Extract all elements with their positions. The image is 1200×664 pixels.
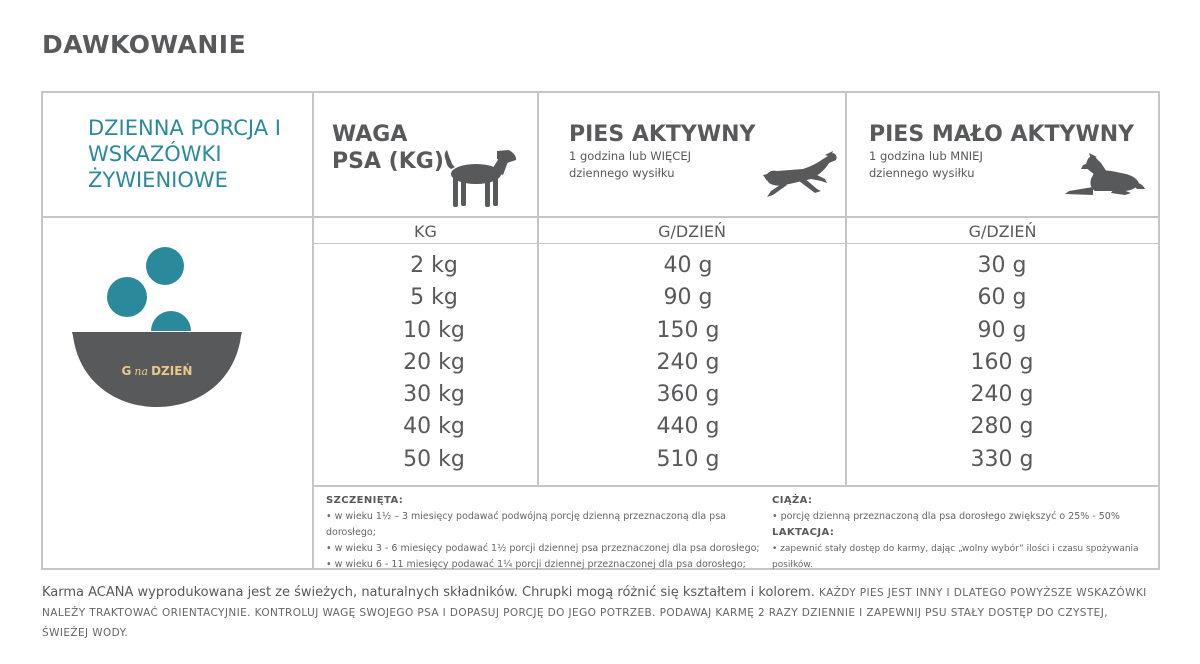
active-cell: 240 g bbox=[656, 349, 720, 375]
active-cell: 510 g bbox=[656, 446, 720, 472]
weight-cell: 40 kg bbox=[403, 414, 465, 440]
active-unit-header: G/DZIEŃ bbox=[658, 222, 726, 241]
divider bbox=[314, 485, 1158, 487]
lactation-heading: LAKTACJA: bbox=[772, 527, 835, 538]
weight-header-line1: WAGA bbox=[332, 122, 408, 147]
inactive-cell: 240 g bbox=[970, 382, 1034, 408]
food-bowl-illustration bbox=[71, 243, 243, 408]
inactive-cell: 30 g bbox=[977, 253, 1027, 278]
inactive-cell: 160 g bbox=[970, 349, 1034, 375]
active-cell: 40 g bbox=[663, 253, 713, 278]
pregnancy-heading: CIĄŻA: bbox=[772, 495, 813, 506]
inactive-cell: 330 g bbox=[970, 446, 1034, 472]
active-cell: 440 g bbox=[656, 414, 720, 440]
active-dog-subtitle bbox=[569, 148, 691, 182]
active-cell: 90 g bbox=[663, 285, 713, 311]
weight-cell: 20 kg bbox=[403, 349, 465, 375]
puppies-note-item: • w wieku 3 - 6 miesięcy podawać 1½ porcji dziennej psa przeznaczonej dla psa dorosłego; bbox=[326, 543, 760, 554]
divider bbox=[43, 216, 1158, 218]
weight-header-line2: PSA (KG) bbox=[332, 149, 444, 174]
weight-cell: 2 kg bbox=[410, 253, 458, 278]
weight-column bbox=[369, 250, 499, 476]
divider bbox=[845, 93, 847, 486]
footer-text bbox=[42, 583, 1158, 643]
footer-caps: KAŻDY PIES JEST INNY I DLATEGO POWYŻSZE WSKAZÓWKI NALEŻY TRAKTOWAĆ ORIENTACYJNIE. KONTROLUJ WAGĘ SWOJEGO PSA I DOPASUJ PORCJĘ DO JEGO POTRZEB. PODAWAJ KARMĘ 2 RAZY DZIENNIE I ZAPEWNIJ PSU STAŁY DOSTĘP DO CZYSTEJ, ŚWIEŻEJ WODY. bbox=[42, 587, 1147, 639]
kibble-circle bbox=[107, 277, 147, 317]
puppies-note-item: • w wieku 1½ – 3 miesięcy podawać podwójną porcję dzienną przeznaczoną dla psa dorosłego; bbox=[326, 511, 726, 538]
inactive-dog-header: PIES MAŁO AKTYWNY bbox=[869, 122, 1135, 147]
active-column bbox=[623, 250, 753, 476]
lactation-note-item: • zapewnić stały dostęp do karmy, dając „wolny wybór” ilości i czasu spożywania posiłków. bbox=[772, 544, 1139, 570]
intro-heading: DZIENNA PORCJA I WSKAZÓWKI ŻYWIENIOWE bbox=[88, 116, 281, 192]
divider bbox=[537, 93, 539, 486]
puppies-note-item: • w wieku 6 - 11 miesięcy podawać 1¼ porcji dziennej przeznaczonej dla psa dorosłego; bbox=[326, 559, 746, 570]
bowl-label-na: na bbox=[134, 365, 149, 378]
puppies-heading: SZCZENIĘTA: bbox=[326, 495, 404, 506]
weight-unit-header: KG bbox=[414, 222, 437, 241]
active-cell: 150 g bbox=[656, 317, 720, 343]
kibble-circle bbox=[151, 311, 191, 331]
page-title: DAWKOWANIE bbox=[42, 30, 247, 59]
running-dog-icon bbox=[763, 151, 838, 201]
active-cell: 360 g bbox=[656, 382, 720, 408]
inactive-cell: 90 g bbox=[977, 317, 1027, 343]
weight-header bbox=[332, 121, 444, 175]
bowl-label-dzien: DZIEŃ bbox=[151, 364, 193, 378]
inactive-dog-subtitle bbox=[869, 148, 983, 182]
feeding-table bbox=[41, 91, 1160, 570]
active-dog-header: PIES AKTYWNY bbox=[569, 122, 756, 147]
pregnancy-lactation-notes bbox=[772, 493, 1162, 573]
weight-cell: 10 kg bbox=[403, 317, 465, 343]
inactive-subtitle-line2: dziennego wysiłku bbox=[869, 166, 975, 180]
inactive-unit-header: G/DZIEŃ bbox=[968, 222, 1037, 241]
footer-main: Karma ACANA wyprodukowana jest ze świeżych, naturalnych składników. Chrupki mogą różnić się kształtem i kolorem. bbox=[42, 585, 815, 600]
lying-dog-icon bbox=[1065, 153, 1145, 198]
weight-cell: 30 kg bbox=[403, 382, 465, 408]
pregnancy-note-item: • porcję dzienną przeznaczoną dla psa dorosłego zwiększyć o 25% - 50% bbox=[772, 511, 1120, 522]
active-subtitle-line1: 1 godzina lub WIĘCEJ bbox=[569, 149, 691, 163]
inactive-column bbox=[937, 250, 1067, 476]
kibble-circle bbox=[146, 247, 184, 285]
puppies-notes bbox=[326, 493, 766, 573]
weight-cell: 50 kg bbox=[403, 446, 465, 472]
inactive-cell: 60 g bbox=[977, 285, 1027, 311]
inactive-cell: 280 g bbox=[970, 414, 1034, 440]
inactive-subtitle-line1: 1 godzina lub MNIEJ bbox=[869, 149, 983, 163]
weight-cell: 5 kg bbox=[410, 285, 458, 311]
bowl-label-g: G bbox=[121, 364, 132, 378]
standing-dog-icon bbox=[443, 149, 518, 211]
active-subtitle-line2: dziennego wysiłku bbox=[569, 166, 675, 180]
